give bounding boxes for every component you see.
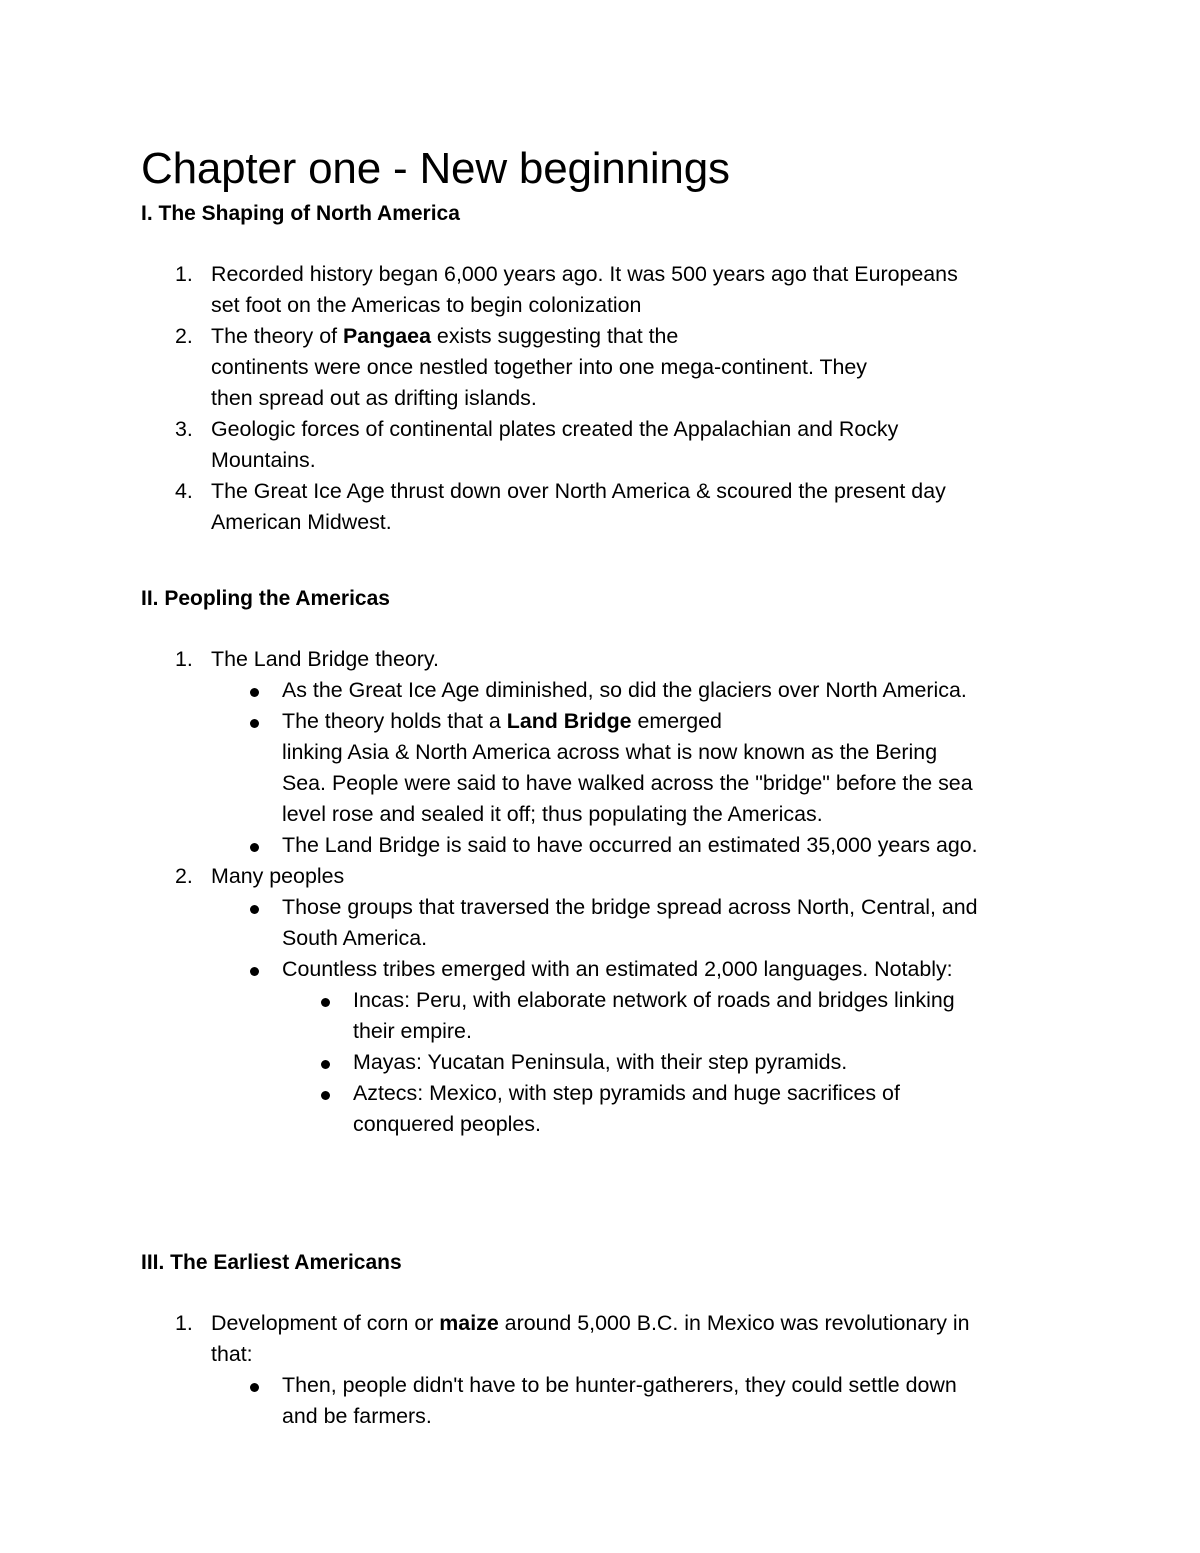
list-item	[141, 414, 1071, 476]
list-item-text: then spread out as drifting islands.	[211, 386, 537, 410]
bullet-list	[211, 892, 1071, 1140]
sub-bullet-item	[282, 1047, 1071, 1078]
list-item-text: Many peoples	[211, 864, 345, 888]
bullet-icon	[250, 967, 259, 976]
bullet-icon	[250, 843, 259, 852]
sub-bullet-item	[282, 985, 1071, 1047]
text-run: emerged	[631, 709, 722, 733]
list-item-text: The Great Ice Age thrust down over North America & scoured the present day	[211, 479, 946, 503]
bullet-item	[211, 830, 1071, 861]
bullet-text: level rose and sealed it off; thus populating the Americas.	[282, 802, 823, 826]
list-number: 1.	[175, 647, 193, 671]
list-item-text	[211, 1308, 1071, 1339]
text-run: exists suggesting that the	[430, 324, 679, 348]
section-heading-3: III. The Earliest Americans	[141, 1251, 402, 1274]
numbered-list-2	[141, 644, 1071, 1140]
section-heading-2: II. Peopling the Americas	[141, 587, 390, 610]
list-item-text: that:	[211, 1342, 253, 1366]
text-run: Development of corn or	[211, 1311, 440, 1335]
list-item-text: Mountains.	[211, 448, 316, 472]
sub-bullet-list	[211, 985, 1071, 1140]
list-item	[141, 476, 1071, 538]
text-run: The theory of	[211, 324, 343, 348]
bold-term-pangaea: Pangaea	[342, 324, 431, 348]
bullet-list	[211, 1370, 1071, 1432]
bold-term-maize: maize	[439, 1311, 499, 1335]
sub-bullet-text: their empire.	[353, 1019, 472, 1043]
text-run: around 5,000 B.C. in Mexico was revolutionary in	[498, 1311, 970, 1335]
list-item-text: set foot on the Americas to begin colonization	[211, 293, 642, 317]
list-item-text: American Midwest.	[211, 510, 392, 534]
list-item-text: Recorded history began 6,000 years ago. It was 500 years ago that Europeans	[211, 262, 958, 286]
bullet-text: linking Asia & North America across what is now known as the Bering	[282, 740, 938, 764]
list-item	[141, 1308, 1071, 1432]
bullet-text: and be farmers.	[282, 1404, 432, 1428]
bullet-text: Those groups that traversed the bridge spread across North, Central, and	[282, 895, 978, 919]
sub-bullet-text: conquered peoples.	[353, 1112, 541, 1136]
bold-term-land-bridge: Land Bridge	[506, 709, 632, 733]
bullet-text: South America.	[282, 926, 428, 950]
bullet-icon	[250, 688, 259, 697]
bullet-list	[211, 675, 1071, 861]
bullet-icon	[250, 905, 259, 914]
text-run: The theory holds that a	[282, 709, 507, 733]
sub-bullet-text: Incas: Peru, with elaborate network of roads and bridges linking	[353, 988, 955, 1012]
bullet-item	[211, 706, 1071, 830]
bullet-icon	[321, 1060, 330, 1069]
list-item	[141, 259, 1071, 321]
bullet-item	[211, 675, 1071, 706]
list-number: 1.	[175, 1311, 193, 1335]
list-item	[141, 644, 1071, 861]
list-item-text: continents were once nestled together into one mega-continent. They	[211, 355, 868, 379]
sub-bullet-text: Aztecs: Mexico, with step pyramids and huge sacrifices of	[353, 1081, 900, 1105]
bullet-text	[282, 706, 1071, 737]
section-heading-1: I. The Shaping of North America	[141, 202, 460, 225]
bullet-item	[211, 1370, 1071, 1432]
list-item-text	[211, 321, 1071, 352]
bullet-item	[211, 954, 1071, 1140]
numbered-list-1	[141, 259, 1071, 538]
list-item	[141, 861, 1071, 1140]
list-item	[141, 321, 1071, 414]
list-number: 1.	[175, 262, 193, 286]
sub-bullet-item	[282, 1078, 1071, 1140]
sub-bullet-text: Mayas: Yucatan Peninsula, with their step pyramids.	[353, 1050, 848, 1074]
list-item-text: The Land Bridge theory.	[211, 647, 439, 671]
bullet-text: As the Great Ice Age diminished, so did the glaciers over North America.	[282, 678, 967, 702]
list-number: 4.	[175, 479, 193, 503]
page-title: Chapter one - New beginnings	[141, 144, 730, 193]
document-page	[141, 140, 1071, 1432]
list-number: 3.	[175, 417, 193, 441]
bullet-text: Then, people didn't have to be hunter-gatherers, they could settle down	[282, 1373, 957, 1397]
bullet-text: Countless tribes emerged with an estimated 2,000 languages. Notably:	[282, 957, 953, 981]
list-item-text: Geologic forces of continental plates created the Appalachian and Rocky	[211, 417, 899, 441]
bullet-icon	[321, 1091, 330, 1100]
bullet-icon	[250, 719, 259, 728]
bullet-icon	[321, 998, 330, 1007]
bullet-icon	[250, 1383, 259, 1392]
bullet-item	[211, 892, 1071, 954]
numbered-list-3	[141, 1308, 1071, 1432]
bullet-text: The Land Bridge is said to have occurred an estimated 35,000 years ago.	[282, 833, 978, 857]
list-number: 2.	[175, 864, 193, 888]
bullet-text: Sea. People were said to have walked across the "bridge" before the sea	[282, 771, 973, 795]
list-number: 2.	[175, 324, 193, 348]
